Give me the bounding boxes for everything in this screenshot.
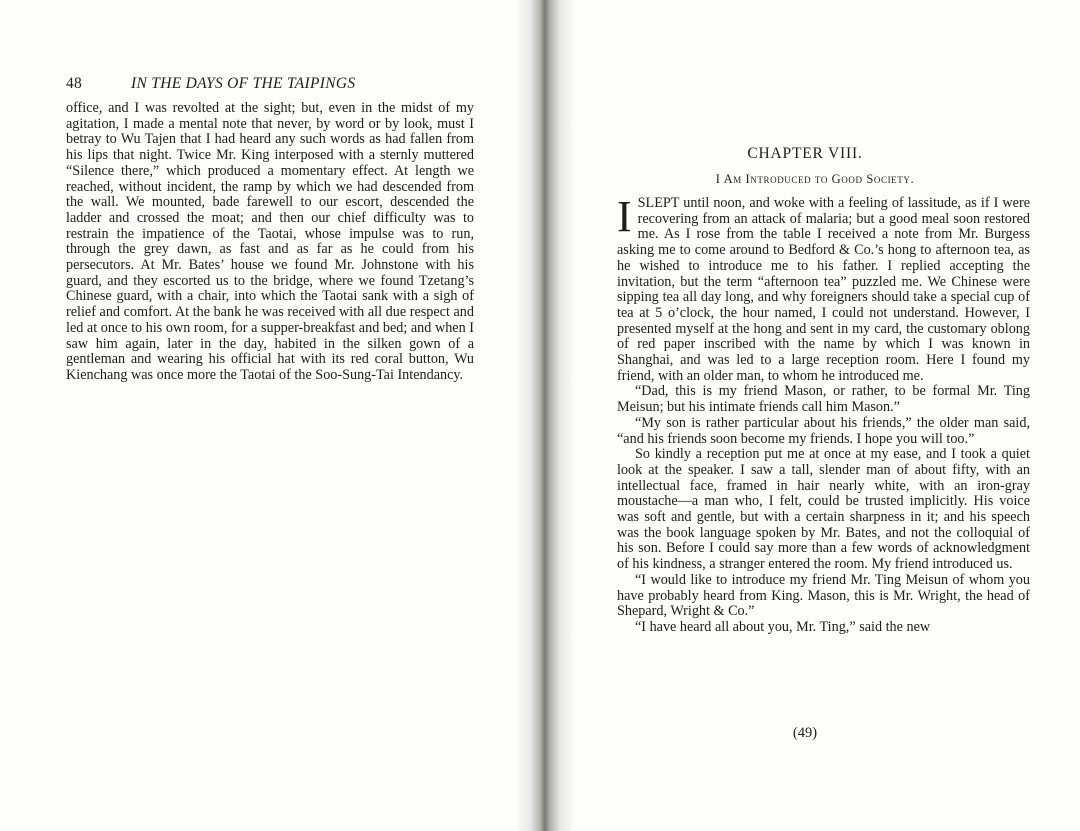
page-number-right: (49) (792, 725, 818, 741)
chapter-title: I Am Introduced to Good Society. (715, 172, 915, 186)
right-paragraph: “Dad, this is my friend Mason, or rather, to be formal Mr. Ting Meisun; but his intimate friends call him Mason.” (617, 383, 1030, 416)
right-paragraph: “I have heard all about you, Mr. Ting,” said the new (635, 618, 931, 635)
book-gutter (515, 0, 575, 831)
opening-paragraph (617, 192, 1030, 384)
left-page-body (66, 101, 474, 384)
chapter-number: CHAPTER VIII. (747, 145, 863, 162)
right-page-body (617, 192, 1030, 636)
right-paragraph: So kindly a reception put me at once at my ease, and I took a quiet look at the speaker. I saw a tall, slender man of about fifty, with an intellectual face, framed in hair nearly white, with an iron-gray moustache—a man who, I felt, could be trusted implicitly. His voice was soft and gentle, but with a certain sharpness in it; and his speech was the book language spoken by Mr. Bates, and not the colloquial of his son. Before I could say more than a few words of acknowledgment of his kindness, a stranger entered the room. My friend introduced us. (617, 446, 1030, 573)
left-paragraph: office, and I was revolted at the sight; but, even in the midst of my agitation, I made a mental note that never, by word or by look, must I betray to Wu Tajen that I had heard any such words as had fallen from his lips that night. Twice Mr. King interposed with a sternly muttered “Silence there,” which produced a momentary effect. At length we reached, without incident, the ramp by which we had descended from the wall. We mounted, bade farewell to our escort, descended the ladder and crossed the moat; and then our chief difficulty was to restrain the impatience of the Taotai, whose impulse was to run, through the grey dawn, as fast and as far as he could from his persecutors. At Mr. Bates’ house we found Mr. Johnstone with his guard, and they escorted us to the bridge, where we found Tzetang’s Chinese guard, with a chair, into which the Taotai sank with a sigh of relief and comfort. At the bank he was received with all due respect and led at once to his own room, for a supper-breakfast and bed; and when I saw him again, later in the day, habited in the silken gown of a gentleman and wearing his official hat with its red coral button, Wu Kienchang was once more the Taotai of the Soo-Sung-Tai Intendancy. (66, 100, 474, 383)
running-head (66, 75, 486, 93)
right-paragraph: “I would like to introduce my friend Mr. Ting Meisun of whom you have probably heard from King. Mason, this is Mr. Wright, the head of Shepard, Wright & Co.” (617, 571, 1030, 620)
left-page (0, 0, 520, 831)
drop-cap: I (617, 192, 632, 241)
right-page (570, 0, 1080, 831)
running-head-title: IN THE DAYS OF THE TAIPINGS (131, 75, 356, 92)
right-paragraph: “My son is rather particular about his friends,” the older man said, “and his friends soon become my friends. I hope you will too.” (617, 414, 1030, 447)
opening-paragraph-text: SLEPT until noon, and woke with a feeling of lassitude, as if I were recovering from an attack of malaria; but a good meal soon restored me. As I rose from the table I received a note from Mr. Burgess asking me to come around to Bedford & Co.’s hong to afternoon tea, as he wished to introduce me to his father. I replied accepting the invitation, but the term “afternoon tea” puzzled me. We Chinese were sipping tea all day long, and why foreigners should take a special cup of tea at 5 o’clock, the hour named, I could not understand. However, I presented myself at the hong and sent in my card, the customary oblong of red paper inscribed with the name by which I was known in Shanghai, and was led to a large reception room. Here I found my friend, with an older man, to whom he introduced me. (617, 195, 1030, 384)
page-number-left: 48 (66, 75, 83, 92)
